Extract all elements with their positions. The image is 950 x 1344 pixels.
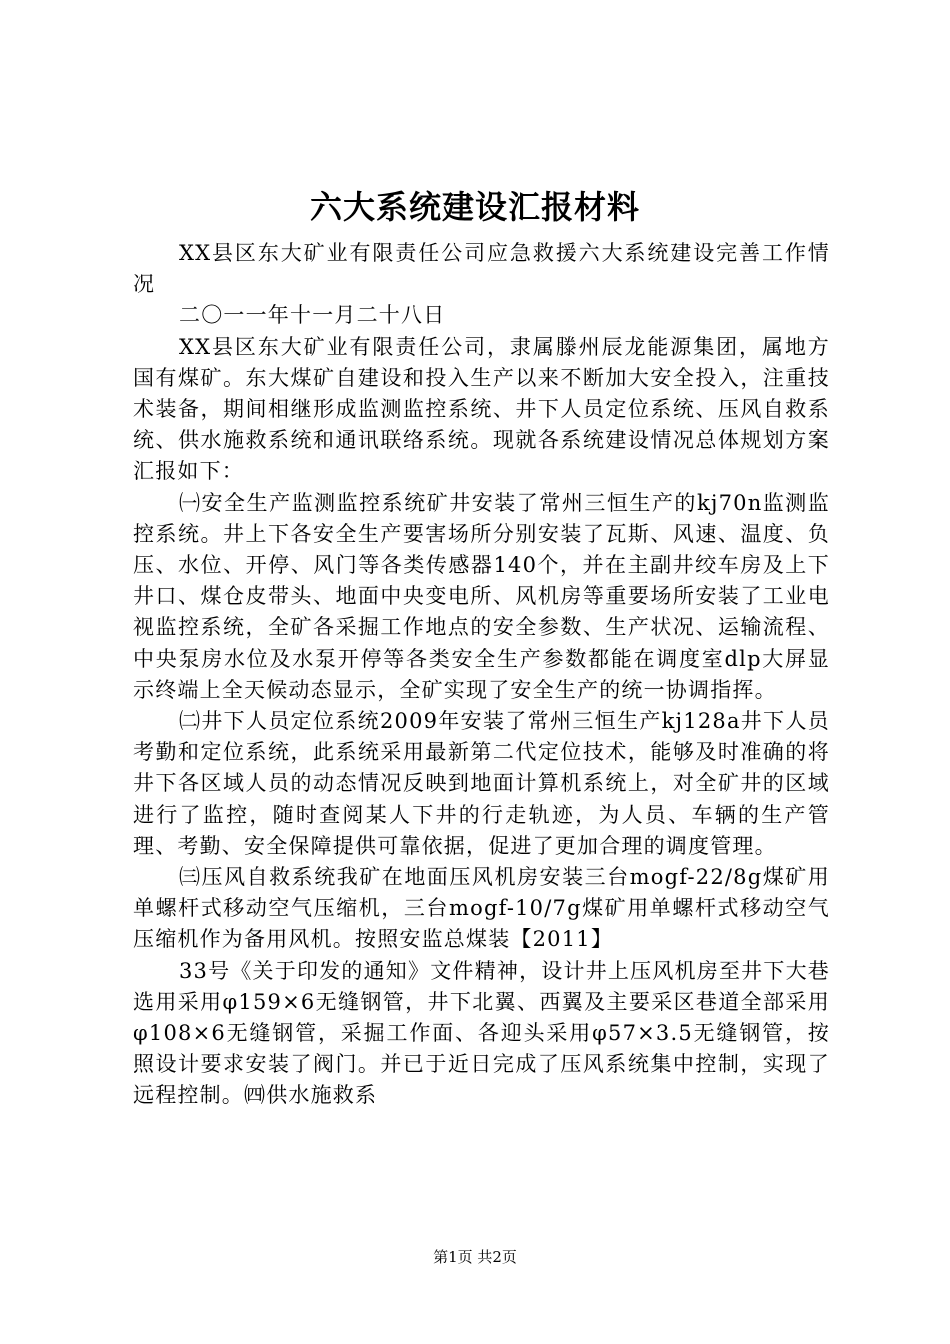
paragraph-monitoring-system: ㈠安全生产监测监控系统矿井安装了常州三恒生产的kj70n监测监控系统。井上下各安全生产要害场所分别安装了瓦斯、风速、温度、负压、水位、开停、风门等各类传感器140个，并在主副井绞车房及上下井口、煤仓皮带头、地面中央变电所、风机房等重要场所安装了工业电视监控系统，全矿各采掘工作地点的安全参数、生产状况、运输流程、中央泵房水位及水泵开停等各类安全生产参数都能在调度室dlp大屏显示终端上全天候动态显示，全矿实现了安全生产的统一协调指挥。 (133, 490, 830, 702)
paragraph-intro: XX县区东大矿业有限责任公司，隶属滕州辰龙能源集团，属地方国有煤矿。东大煤矿自建设和投入生产以来不断加大安全投入，注重技术装备，期间相继形成监测监控系统、井下人员定位系统、压风自救系统、供水施救系统和通讯联络系统。现就各系统建设情况总体规划方案汇报如下： (133, 334, 830, 484)
document-body (133, 238, 830, 1112)
paragraph-personnel-positioning: ㈡井下人员定位系统2009年安装了常州三恒生产kj128a井下人员考勤和定位系统，此系统采用最新第二代定位技术，能够及时准确的将井下各区域人员的动态情况反映到地面计算机系统上，对全矿井的区域进行了监控，随时查阅某人下井的行走轨迹，为人员、车辆的生产管理、考勤、安全保障提供可靠依据，促进了更加合理的调度管理。 (133, 709, 830, 858)
paragraph-compressed-air: ㈢压风自救系统我矿在地面压风机房安装三台mogf-22/8g煤矿用单螺杆式移动空气压缩机，三台mogf-10/7g煤矿用单螺杆式移动空气压缩机作为备用风机。按照安监总煤装【2011】 (133, 865, 830, 952)
document-title: 六大系统建设汇报材料 (309, 188, 640, 226)
paragraph-date: 二〇一一年十一月二十八日 (179, 303, 446, 328)
paragraph-compressed-air-continued: 33号《关于印发的通知》文件精神，设计井上压风机房至井下大巷选用采用φ159×6无缝钢管，井下北翼、西翼及主要采区巷道全部采用φ108×6无缝钢管，采掘工作面、各迎头采用φ57×3.5无缝钢管，按照设计要求安装了阀门。并已于近日完成了压风系统集中控制，实现了远程控制。㈣供水施救系 (133, 958, 830, 1108)
page-number-footer: 第1页 共2页 (433, 1248, 517, 1266)
paragraph-company-heading: XX县区东大矿业有限责任公司应急救援六大系统建设完善工作情况 (133, 241, 830, 297)
